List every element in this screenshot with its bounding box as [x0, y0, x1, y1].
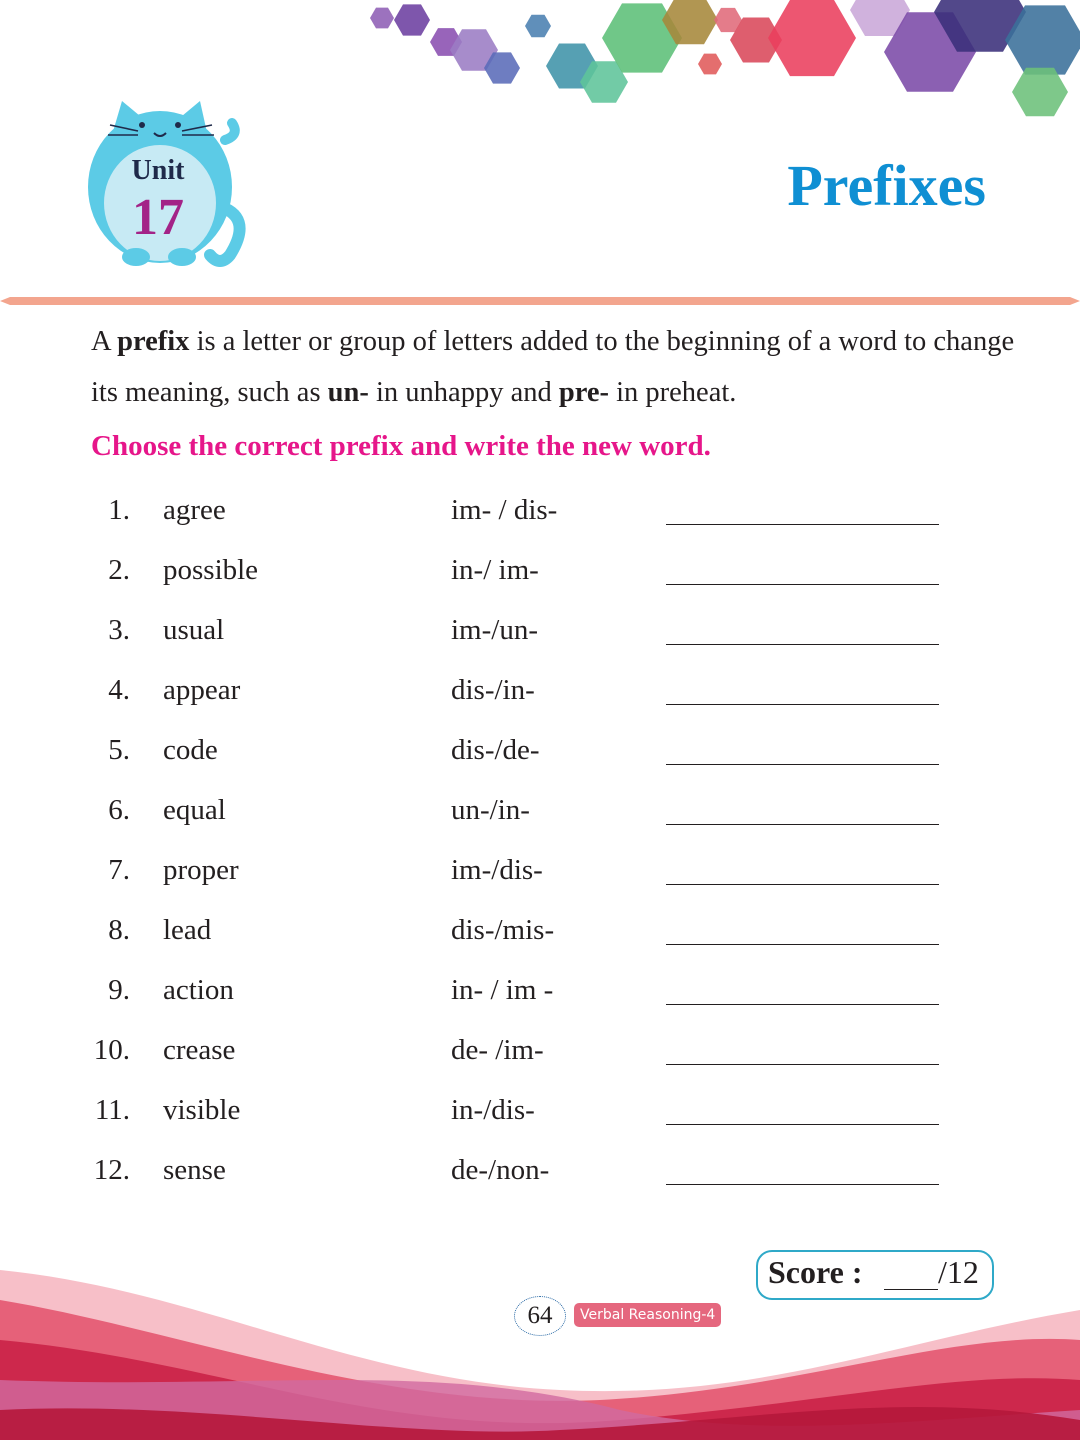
base-word: sense: [163, 1154, 226, 1186]
base-word: code: [163, 734, 218, 766]
page-title: Prefixes: [787, 153, 986, 218]
score-label: Score :: [768, 1254, 863, 1290]
base-word: agree: [163, 494, 226, 526]
base-word: action: [163, 974, 234, 1006]
exercise-row: [0, 974, 1080, 1014]
answer-blank[interactable]: [666, 1040, 939, 1065]
answer-blank[interactable]: [666, 620, 939, 645]
exercise-row: [0, 554, 1080, 594]
base-word: proper: [163, 854, 239, 886]
score-total: /12: [938, 1254, 979, 1290]
prefix-options: dis-/de-: [451, 734, 540, 766]
prefix-options: in-/dis-: [451, 1094, 535, 1126]
answer-blank[interactable]: [666, 800, 939, 825]
prefix-options: de-/non-: [451, 1154, 550, 1186]
hexagon-shape: [525, 15, 551, 38]
prefix-options: de- /im-: [451, 1034, 544, 1066]
answer-blank[interactable]: [666, 920, 939, 945]
term-prefix: prefix: [117, 326, 190, 357]
answer-blank[interactable]: [666, 680, 939, 705]
item-number: 3.: [108, 614, 130, 646]
base-word: possible: [163, 554, 259, 586]
hexagon-shape: [394, 4, 430, 35]
base-word: visible: [163, 1094, 241, 1126]
prefix-options: in- / im -: [451, 974, 554, 1006]
item-number: 7.: [108, 854, 130, 886]
answer-blank[interactable]: [666, 1160, 939, 1185]
item-number: 10.: [93, 1034, 130, 1066]
example-prefix-pre: pre-: [558, 377, 609, 408]
exercise-row: [0, 494, 1080, 534]
item-number: 11.: [94, 1094, 130, 1126]
answer-blank[interactable]: [666, 1100, 939, 1125]
hexagon-shape: [698, 54, 722, 75]
prefix-options: dis-/mis-: [451, 914, 555, 946]
base-word: usual: [163, 614, 225, 646]
example-prefix-un: un-: [327, 377, 369, 408]
base-word: crease: [163, 1034, 236, 1066]
item-number: 4.: [108, 674, 130, 706]
item-number: 1.: [108, 494, 130, 526]
prefix-options: dis-/in-: [451, 674, 535, 706]
exercise-row: [0, 734, 1080, 774]
hexagon-shape: [1012, 68, 1068, 116]
answer-blank[interactable]: [666, 860, 939, 885]
item-number: 5.: [108, 734, 130, 766]
divider: [0, 296, 1080, 306]
book-label: Verbal Reasoning-4: [574, 1303, 721, 1327]
item-number: 9.: [108, 974, 130, 1006]
instruction-text: Choose the correct prefix and write the new word.: [91, 430, 711, 462]
page-number: 64: [514, 1296, 566, 1336]
definition-text: A prefix is a letter or group of letters added to the beginning of a word to change its meaning, such as un- in unhappy and pre- in preheat.: [91, 326, 1015, 408]
exercise-row: [0, 914, 1080, 954]
answer-blank[interactable]: [666, 740, 939, 765]
unit-label: Unit: [131, 155, 185, 186]
base-word: lead: [163, 914, 212, 946]
answer-blank[interactable]: [666, 500, 939, 525]
hexagon-shape: [768, 0, 856, 76]
exercise-row: [0, 674, 1080, 714]
exercise-row: [0, 854, 1080, 894]
hexagon-shape: [370, 8, 394, 29]
exercise-row: [0, 794, 1080, 834]
prefix-options: in-/ im-: [451, 554, 539, 586]
prefix-options: im-/dis-: [451, 854, 543, 886]
prefix-options: un-/in-: [451, 794, 530, 826]
exercise-row: [0, 1094, 1080, 1134]
item-number: 12.: [93, 1154, 130, 1186]
answer-blank[interactable]: [666, 560, 939, 585]
item-number: 8.: [108, 914, 130, 946]
prefix-options: im- / dis-: [451, 494, 558, 526]
exercise-row: [0, 614, 1080, 654]
exercise-row: [0, 1154, 1080, 1194]
base-word: appear: [163, 674, 241, 706]
unit-number: 17: [132, 189, 184, 246]
item-number: 2.: [108, 554, 130, 586]
prefix-options: im-/un-: [451, 614, 538, 646]
answer-blank[interactable]: [666, 980, 939, 1005]
base-word: equal: [163, 794, 226, 826]
item-number: 6.: [108, 794, 130, 826]
exercise-row: [0, 1034, 1080, 1074]
